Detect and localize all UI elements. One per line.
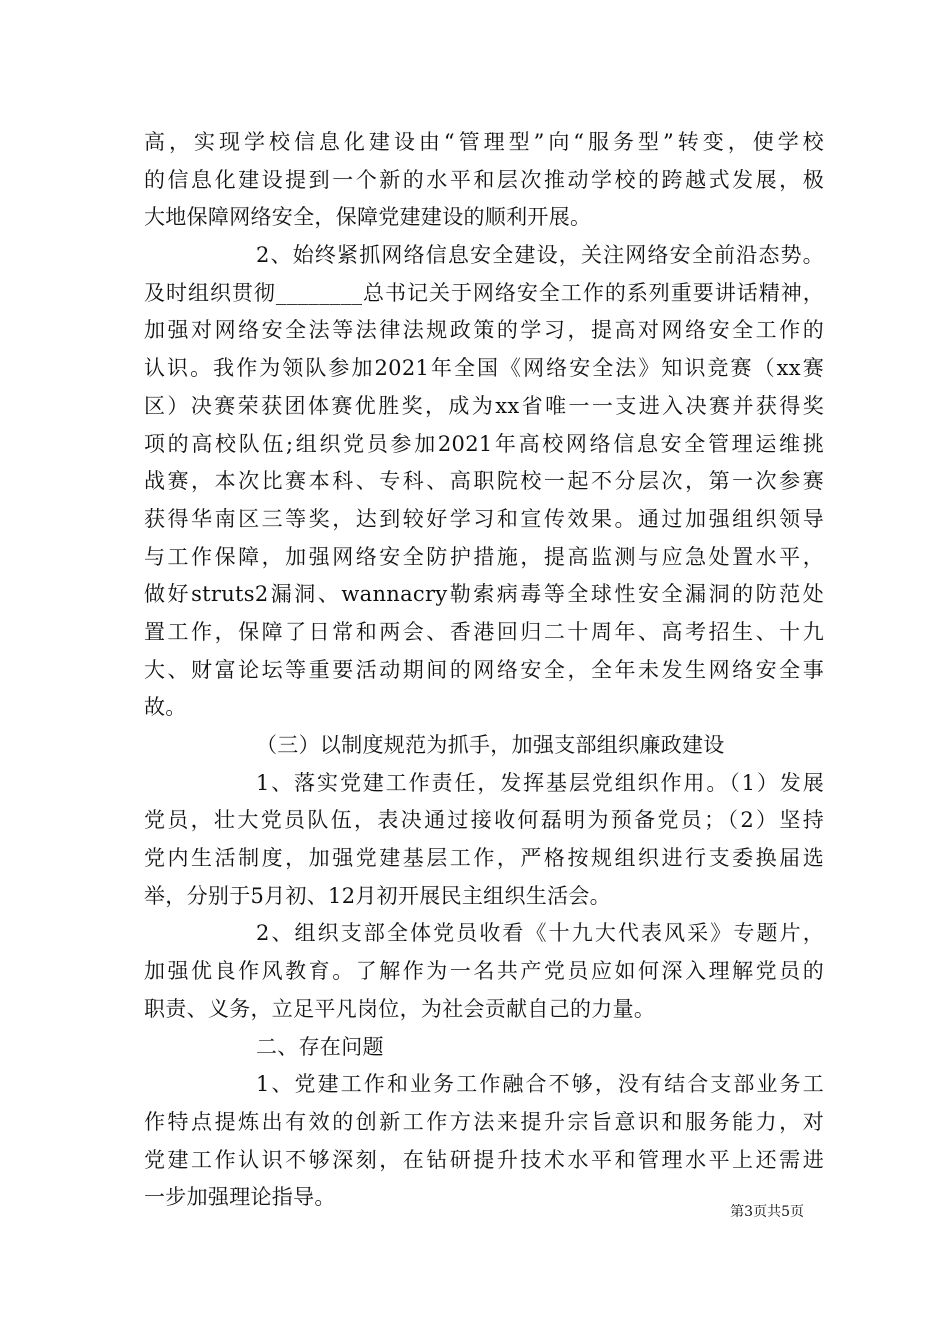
text-line: 战赛，本次比赛本科、专科、高职院校一起不分层次，第一次参赛 [144, 469, 824, 494]
section-heading: （三）以制度规范为抓手，加强支部组织廉政建设 [256, 733, 725, 757]
page-number: 第3页共5页 [730, 1204, 804, 1220]
text-line: 大、财富论坛等重要活动期间的网络安全，全年未发生网络安全事 [144, 657, 824, 682]
text-line: 大地保障网络安全，保障党建建设的顺利开展。 [144, 205, 592, 230]
text-line: 故。 [144, 695, 187, 720]
text-line: 项的高校队伍;组织党员参加2021年高校网络信息安全管理运维挑 [144, 431, 824, 456]
paragraph-start-line: 2、始终紧抓网络信息安全建设，关注网络安全前沿态势。 [256, 243, 824, 268]
text-line: 加强优良作风教育。了解作为一名共产党员应如何深入理解党员的 [144, 959, 824, 984]
text-line: 一步加强理论指导。 [144, 1185, 336, 1210]
text-line: 党内生活制度，加强党建基层工作，严格按规组织进行支委换届选 [144, 846, 824, 871]
text-line: 高，实现学校信息化建设由“管理型”向“服务型”转变，使学校 [144, 130, 824, 154]
text-line: 区）决赛荣获团体赛优胜奖，成为xx省唯一一支进入决赛并获得奖 [144, 393, 824, 418]
paragraph-start-line: 1、落实党建工作责任，发挥基层党组织作用。（1）发展 [256, 770, 824, 795]
document-body [144, 124, 824, 1217]
paragraph-start-line: 2、组织支部全体党员收看《十九大代表风采》专题片， [256, 921, 824, 946]
text-line: 认识。我作为领队参加2021年全国《网络安全法》知识竞赛（xx赛 [144, 356, 824, 381]
text-line: 党建工作认识不够深刻，在钻研提升技术水平和管理水平上还需进 [144, 1147, 824, 1172]
text-line: 作特点提炼出有效的创新工作方法来提升宗旨意识和服务能力，对 [144, 1109, 824, 1134]
section-heading: 二、存在问题 [256, 1034, 384, 1059]
text-line: 做好struts2漏洞、wannacry勒索病毒等全球性安全漏洞的防范处 [144, 582, 824, 607]
text-line: 置工作，保障了日常和两会、香港回归二十周年、高考招生、十九 [144, 619, 824, 644]
paragraph-start-line: 1、党建工作和业务工作融合不够，没有结合支部业务工 [256, 1072, 824, 1097]
text-line: 获得华南区三等奖，达到较好学习和宣传效果。通过加强组织领导 [144, 506, 824, 531]
text-line: 的信息化建设提到一个新的水平和层次推动学校的跨越式发展，极 [144, 167, 824, 192]
text-line: 党员，壮大党员队伍，表决通过接收何磊明为预备党员；（2）坚持 [144, 808, 824, 833]
text-line: 与工作保障，加强网络安全防护措施，提高监测与应急处置水平， [144, 544, 824, 569]
text-line: 职责、义务，立足平凡岗位，为社会贡献自己的力量。 [144, 996, 656, 1021]
text-line: 加强对网络安全法等法律法规政策的学习，提高对网络安全工作的 [144, 318, 824, 343]
text-line: 及时组织贯彻________总书记关于网络安全工作的系列重要讲话精神， [144, 280, 824, 305]
text-line: 举，分别于5月初、12月初开展民主组织生活会。 [144, 883, 611, 908]
